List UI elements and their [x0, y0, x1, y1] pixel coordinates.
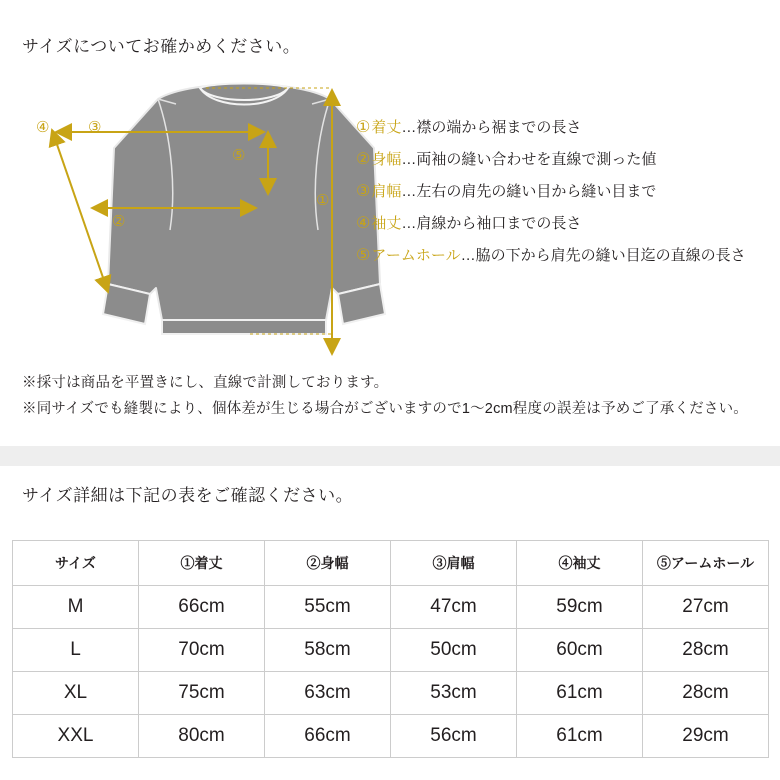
table-cell-armhole: 28cm [643, 629, 769, 672]
legend-marker: ④ [356, 215, 371, 232]
legend-marker: ⑤ [356, 247, 371, 264]
table-cell-size: XL [13, 672, 139, 715]
size-detail-table [12, 540, 769, 758]
legend-list [356, 118, 776, 278]
table-cell-shoulder: 47cm [391, 586, 517, 629]
table-row [13, 715, 769, 758]
table-section-title: サイズ詳細は下記の表をご確認ください。 [22, 486, 354, 505]
table-cell-shoulder: 56cm [391, 715, 517, 758]
table-cell-armhole: 29cm [643, 715, 769, 758]
table-header-cell: ③肩幅 [391, 541, 517, 586]
legend-desc: …脇の下から肩先の縫い目迄の直線の長さ [460, 247, 746, 264]
table-row [13, 586, 769, 629]
table-cell-sleeve: 61cm [517, 672, 643, 715]
legend-term: アームホール [371, 247, 461, 264]
marker-1: ① [316, 192, 330, 209]
table-cell-armhole: 27cm [643, 586, 769, 629]
table-cell-width: 58cm [265, 629, 391, 672]
legend-term: 着丈 [371, 119, 402, 136]
table-cell-length: 75cm [139, 672, 265, 715]
table-header-row [13, 541, 769, 586]
table-cell-length: 66cm [139, 586, 265, 629]
measurement-notes [22, 370, 762, 422]
marker-5: ⑤ [232, 147, 246, 164]
legend-desc: …肩線から袖口までの長さ [401, 215, 582, 232]
legend-item-3 [356, 182, 776, 201]
table-header-cell: ④袖丈 [517, 541, 643, 586]
legend-term: 身幅 [371, 151, 402, 168]
table-header-cell: ②身幅 [265, 541, 391, 586]
table-cell-shoulder: 53cm [391, 672, 517, 715]
legend-term: 袖丈 [371, 215, 402, 232]
legend-desc: …左右の肩先の縫い目から縫い目まで [401, 183, 657, 200]
table-cell-width: 55cm [265, 586, 391, 629]
note-line-2: ※同サイズでも縫製により、個体差が生じる場合がございますので1〜2cm程度の誤差は予めご了承ください。 [22, 401, 748, 417]
legend-item-1 [356, 118, 776, 137]
table-header-cell: ①着丈 [139, 541, 265, 586]
legend-desc: …両袖の縫い合わせを直線で測った値 [401, 151, 657, 168]
legend-marker: ② [356, 151, 371, 168]
table-cell-sleeve: 60cm [517, 629, 643, 672]
table-cell-sleeve: 61cm [517, 715, 643, 758]
table-cell-size: XXL [13, 715, 139, 758]
table-row [13, 629, 769, 672]
table-cell-length: 70cm [139, 629, 265, 672]
table-row [13, 672, 769, 715]
table-cell-size: M [13, 586, 139, 629]
marker-4: ④ [36, 119, 50, 136]
legend-item-4 [356, 214, 776, 233]
table-cell-shoulder: 50cm [391, 629, 517, 672]
legend-desc: …襟の端から裾までの長さ [401, 119, 582, 136]
table-cell-size: L [13, 629, 139, 672]
legend-item-2 [356, 150, 776, 169]
table-cell-width: 66cm [265, 715, 391, 758]
table-cell-sleeve: 59cm [517, 586, 643, 629]
table-cell-width: 63cm [265, 672, 391, 715]
legend-item-5 [356, 246, 776, 265]
legend-term: 肩幅 [371, 183, 402, 200]
marker-2: ② [112, 213, 126, 230]
legend-marker: ③ [356, 183, 371, 200]
table-header-cell: サイズ [13, 541, 139, 586]
table-cell-length: 80cm [139, 715, 265, 758]
marker-3: ③ [88, 119, 102, 136]
table-cell-armhole: 28cm [643, 672, 769, 715]
section-divider [0, 446, 780, 466]
table-header-cell: ⑤アームホール [643, 541, 769, 586]
note-line-1: ※採寸は商品を平置きにし、直線で計測しております。 [22, 375, 389, 391]
page-title: サイズについてお確かめください。 [22, 37, 301, 56]
legend-marker: ① [356, 119, 371, 136]
